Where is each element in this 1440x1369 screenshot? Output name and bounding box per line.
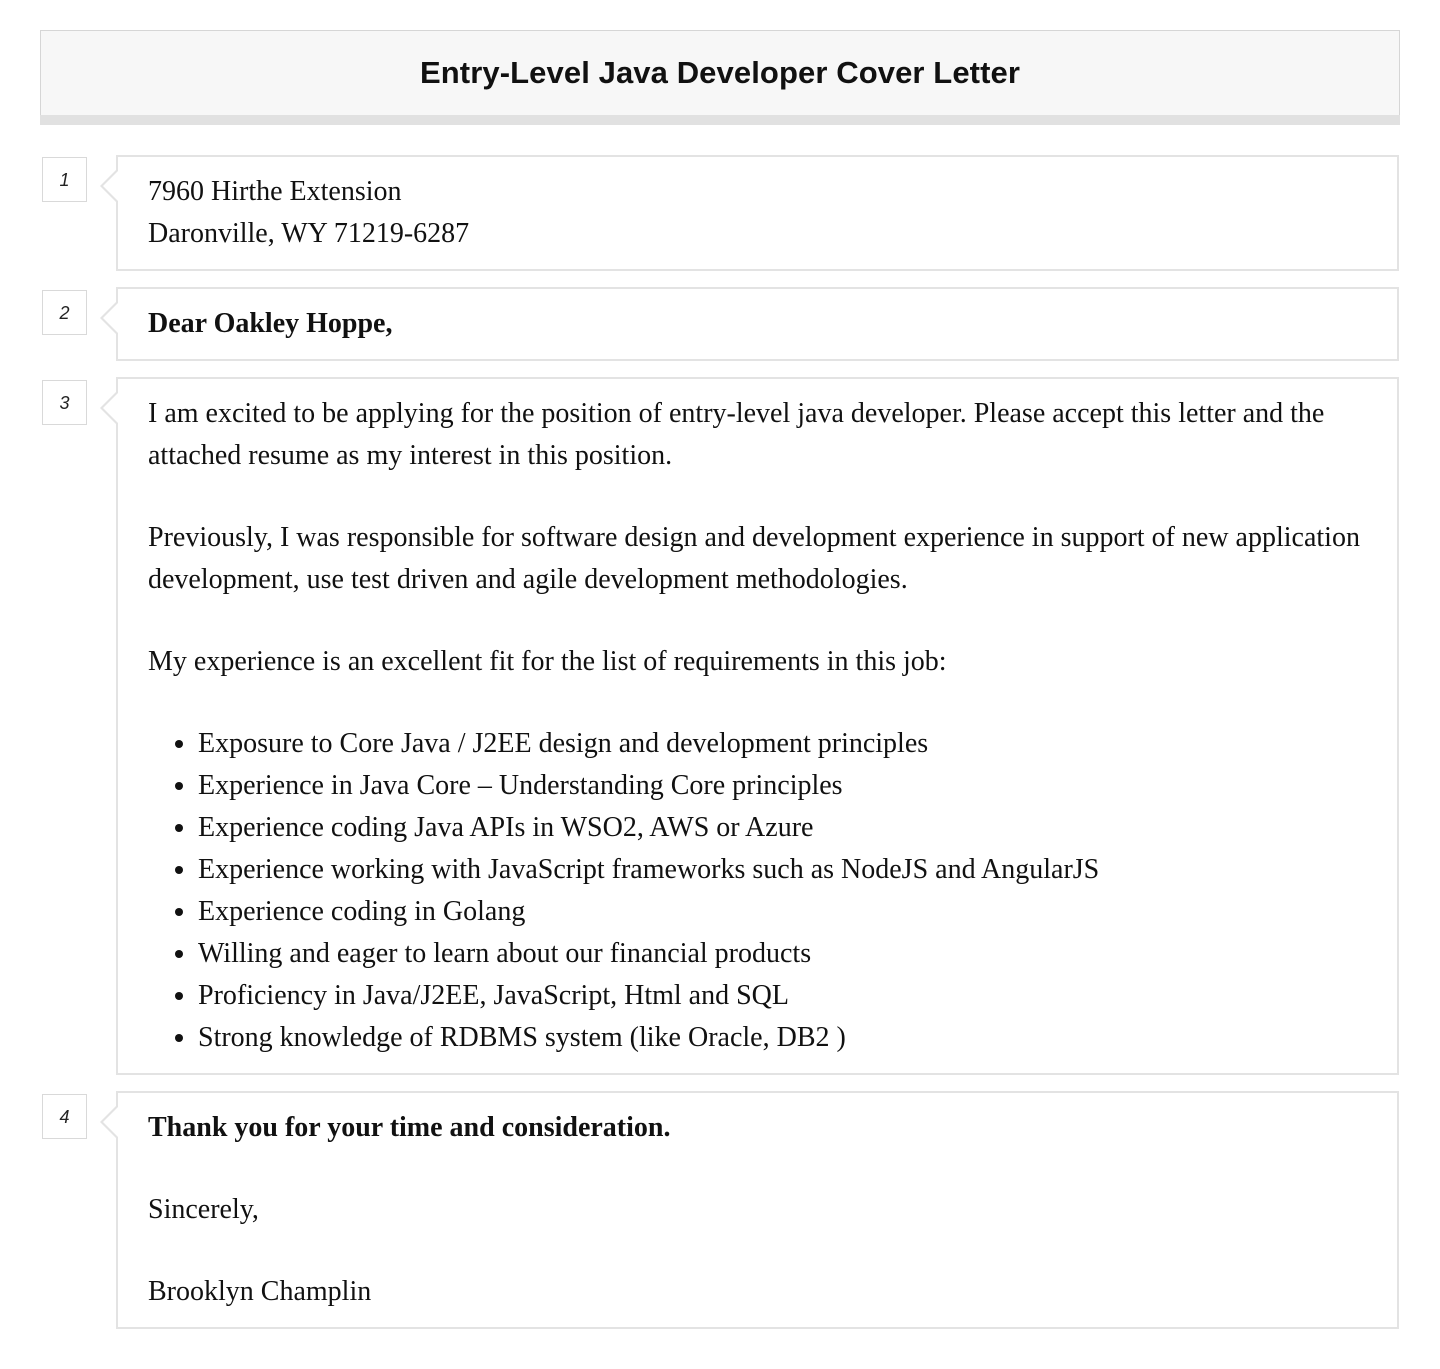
section-number-3: 3 bbox=[42, 380, 87, 425]
address-line-2: Daronville, WY 71219-6287 bbox=[148, 218, 470, 249]
section-closing bbox=[116, 1091, 1399, 1329]
fit-paragraph: My experience is an excellent fit for the list of requirements in this job: bbox=[148, 646, 947, 677]
header-underline bbox=[40, 115, 1400, 125]
list-item: • Experience working with JavaScript frameworks such as NodeJS and AngularJS bbox=[198, 849, 1367, 891]
previous-experience-paragraph: Previously, I was responsible for software design and development experience in support of new application development, use test driven and agile development methodologies. bbox=[148, 522, 1360, 595]
list-item: • Experience in Java Core – Understanding Core principles bbox=[198, 765, 1367, 807]
intro-paragraph: I am excited to be applying for the position of entry-level java developer. Please accept this letter and the attached resume as my interest in this position. bbox=[148, 398, 1325, 471]
list-item: • Exposure to Core Java / J2EE design and development principles bbox=[198, 723, 1367, 765]
list-item: • Willing and eager to learn about our financial products bbox=[198, 933, 1367, 975]
closing-line: Sincerely, bbox=[148, 1194, 259, 1225]
list-item: • Experience coding Java APIs in WSO2, AWS or Azure bbox=[198, 807, 1367, 849]
list-item: • Proficiency in Java/J2EE, JavaScript, Html and SQL bbox=[198, 975, 1367, 1017]
section-body bbox=[116, 377, 1399, 1075]
signature-name: Brooklyn Champlin bbox=[148, 1276, 372, 1307]
section-number-4: 4 bbox=[42, 1094, 87, 1139]
document-header bbox=[40, 30, 1400, 115]
page-title: Entry-Level Java Developer Cover Letter bbox=[419, 55, 1021, 90]
section-number-1: 1 bbox=[42, 157, 87, 202]
address-line-1: 7960 Hirthe Extension bbox=[148, 176, 402, 207]
list-item: • Strong knowledge of RDBMS system (like Oracle, DB2 ) bbox=[198, 1017, 1367, 1059]
requirements-list bbox=[148, 723, 1367, 1059]
thank-you-line: Thank you for your time and consideration. bbox=[148, 1112, 671, 1143]
salutation: Dear Oakley Hoppe, bbox=[148, 308, 393, 339]
section-number-2: 2 bbox=[42, 290, 87, 335]
list-item: • Experience coding in Golang bbox=[198, 891, 1367, 933]
section-salutation bbox=[116, 287, 1399, 361]
section-address bbox=[116, 155, 1399, 271]
